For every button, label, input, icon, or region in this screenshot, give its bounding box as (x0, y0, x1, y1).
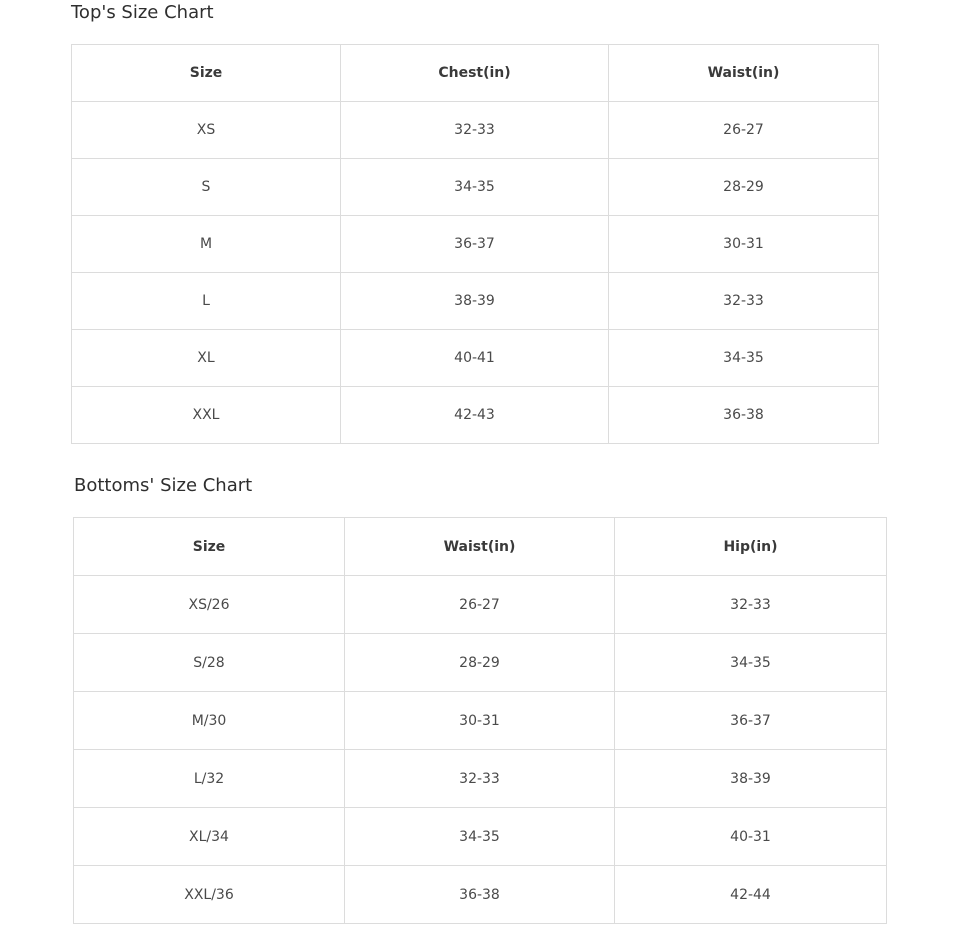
table-cell: S (72, 159, 341, 216)
table-row (74, 808, 887, 866)
table-cell: 26-27 (345, 576, 615, 634)
table-cell: 36-38 (609, 387, 879, 444)
table-cell: XS (72, 102, 341, 159)
table-cell: 42-44 (615, 866, 887, 924)
table-row (72, 159, 879, 216)
table-row (74, 692, 887, 750)
table-row (74, 634, 887, 692)
table-cell: 34-35 (615, 634, 887, 692)
table-cell: XL (72, 330, 341, 387)
table-header-row (72, 45, 879, 102)
table-cell: L/32 (74, 750, 345, 808)
column-header: Waist(in) (345, 518, 615, 576)
column-header: Size (72, 45, 341, 102)
table-cell: 34-35 (341, 159, 609, 216)
table-cell: XXL (72, 387, 341, 444)
table-cell: XS/26 (74, 576, 345, 634)
table-cell: 30-31 (609, 216, 879, 273)
bottoms-size-table (73, 517, 887, 924)
table-cell: 32-33 (345, 750, 615, 808)
table-cell: XXL/36 (74, 866, 345, 924)
table-cell: 32-33 (609, 273, 879, 330)
table-cell: 38-39 (341, 273, 609, 330)
table-cell: XL/34 (74, 808, 345, 866)
table-cell: L (72, 273, 341, 330)
table-cell: M (72, 216, 341, 273)
table-row (72, 216, 879, 273)
table-cell: 26-27 (609, 102, 879, 159)
table-cell: 34-35 (345, 808, 615, 866)
tops-size-chart-title: Top's Size Chart (71, 2, 214, 23)
table-cell: 34-35 (609, 330, 879, 387)
table-cell: 42-43 (341, 387, 609, 444)
table-cell: 30-31 (345, 692, 615, 750)
table-row (74, 866, 887, 924)
table-cell: 38-39 (615, 750, 887, 808)
table-cell: 36-38 (345, 866, 615, 924)
table-row (72, 273, 879, 330)
tops-size-table (71, 44, 879, 444)
column-header: Size (74, 518, 345, 576)
table-cell: 28-29 (345, 634, 615, 692)
table-row (72, 102, 879, 159)
table-row (74, 750, 887, 808)
table-cell: 36-37 (615, 692, 887, 750)
column-header: Chest(in) (341, 45, 609, 102)
table-cell: 28-29 (609, 159, 879, 216)
column-header: Hip(in) (615, 518, 887, 576)
table-row (72, 330, 879, 387)
table-row (72, 387, 879, 444)
table-cell: 36-37 (341, 216, 609, 273)
table-cell: M/30 (74, 692, 345, 750)
table-row (74, 576, 887, 634)
table-cell: 32-33 (341, 102, 609, 159)
table-cell: 40-41 (341, 330, 609, 387)
table-cell: 40-31 (615, 808, 887, 866)
column-header: Waist(in) (609, 45, 879, 102)
table-cell: 32-33 (615, 576, 887, 634)
table-header-row (74, 518, 887, 576)
bottoms-size-chart-title: Bottoms' Size Chart (74, 475, 253, 496)
table-cell: S/28 (74, 634, 345, 692)
